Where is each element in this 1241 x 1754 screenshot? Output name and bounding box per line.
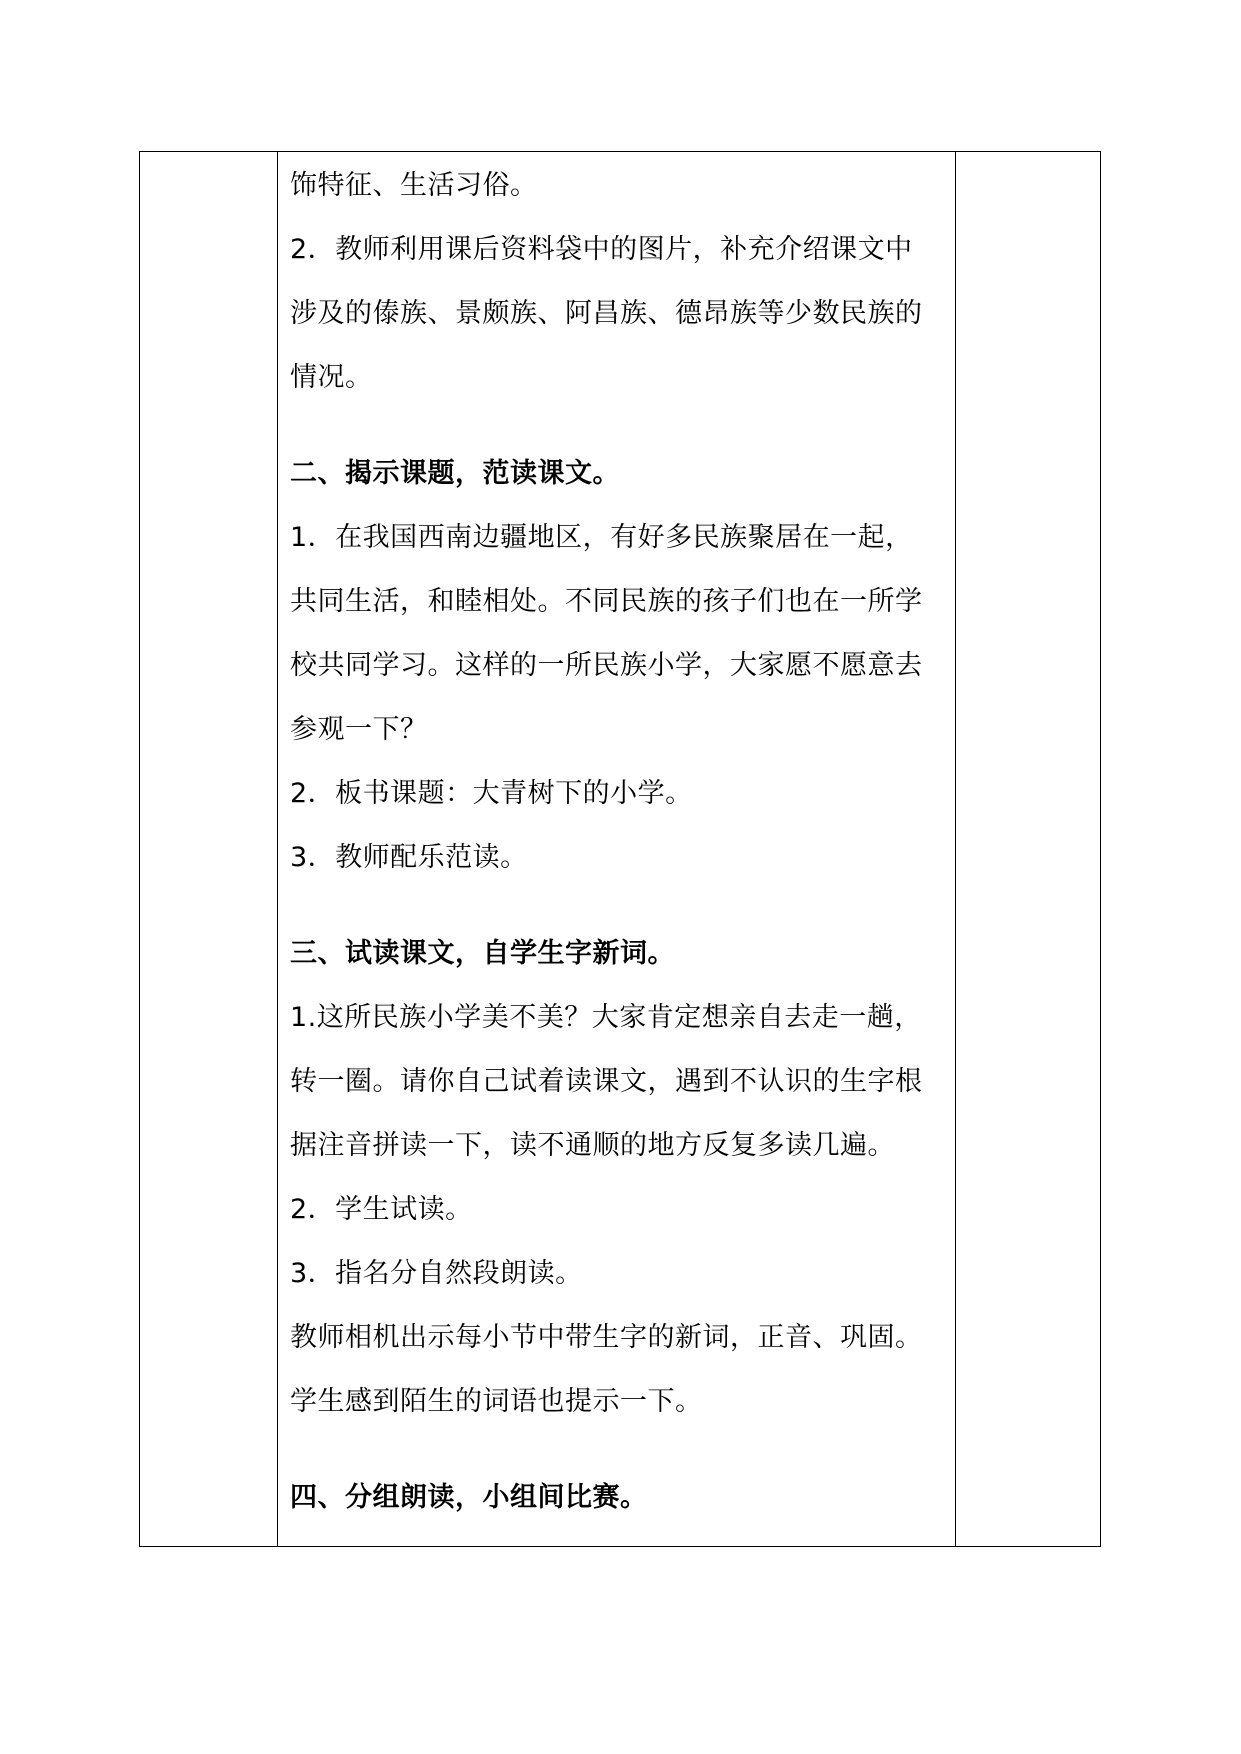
text-line: 3．指名分自然段朗读。 — [290, 1258, 583, 1289]
text-line: 1．在我国西南边疆地区，有好多民族聚居在一起， — [290, 522, 913, 553]
text-line: 3．教师配乐范读。 — [290, 842, 528, 873]
text-line: 教师相机出示每小节中带生字的新词，正音、巩固。 — [290, 1322, 923, 1353]
text-line: 情况。 — [290, 362, 373, 393]
text-line: 1.这所民族小学美不美？大家肯定想亲自去走一趟， — [290, 1002, 922, 1033]
table-right-column — [956, 152, 1100, 1546]
section-heading: 二、揭示课题，范读课文。 — [290, 458, 620, 489]
section-heading: 三、试读课文，自学生字新词。 — [290, 938, 675, 969]
section-heading: 四、分组朗读，小组间比赛。 — [290, 1482, 648, 1513]
table-main-column — [278, 152, 956, 1546]
text-line: 转一圈。请你自己试着读课文，遇到不认识的生字根 — [290, 1066, 923, 1097]
lesson-table — [139, 151, 1101, 1547]
text-line: 学生感到陌生的词语也提示一下。 — [290, 1386, 703, 1417]
text-line: 参观一下？ — [290, 714, 428, 745]
text-line: 共同生活，和睦相处。不同民族的孩子们也在一所学 — [290, 586, 923, 617]
text-line: 2．学生试读。 — [290, 1194, 473, 1225]
text-line: 饰特征、生活习俗。 — [290, 170, 538, 201]
text-line: 2．板书课题：大青树下的小学。 — [290, 778, 693, 809]
text-line: 2．教师利用课后资料袋中的图片，补充介绍课文中 — [290, 234, 913, 265]
text-line: 据注音拼读一下，读不通顺的地方反复多读几遍。 — [290, 1130, 895, 1161]
text-line: 校共同学习。这样的一所民族小学，大家愿不愿意去 — [290, 650, 923, 681]
text-line: 涉及的傣族、景颇族、阿昌族、德昂族等少数民族的 — [290, 298, 923, 329]
table-left-column — [140, 152, 278, 1546]
